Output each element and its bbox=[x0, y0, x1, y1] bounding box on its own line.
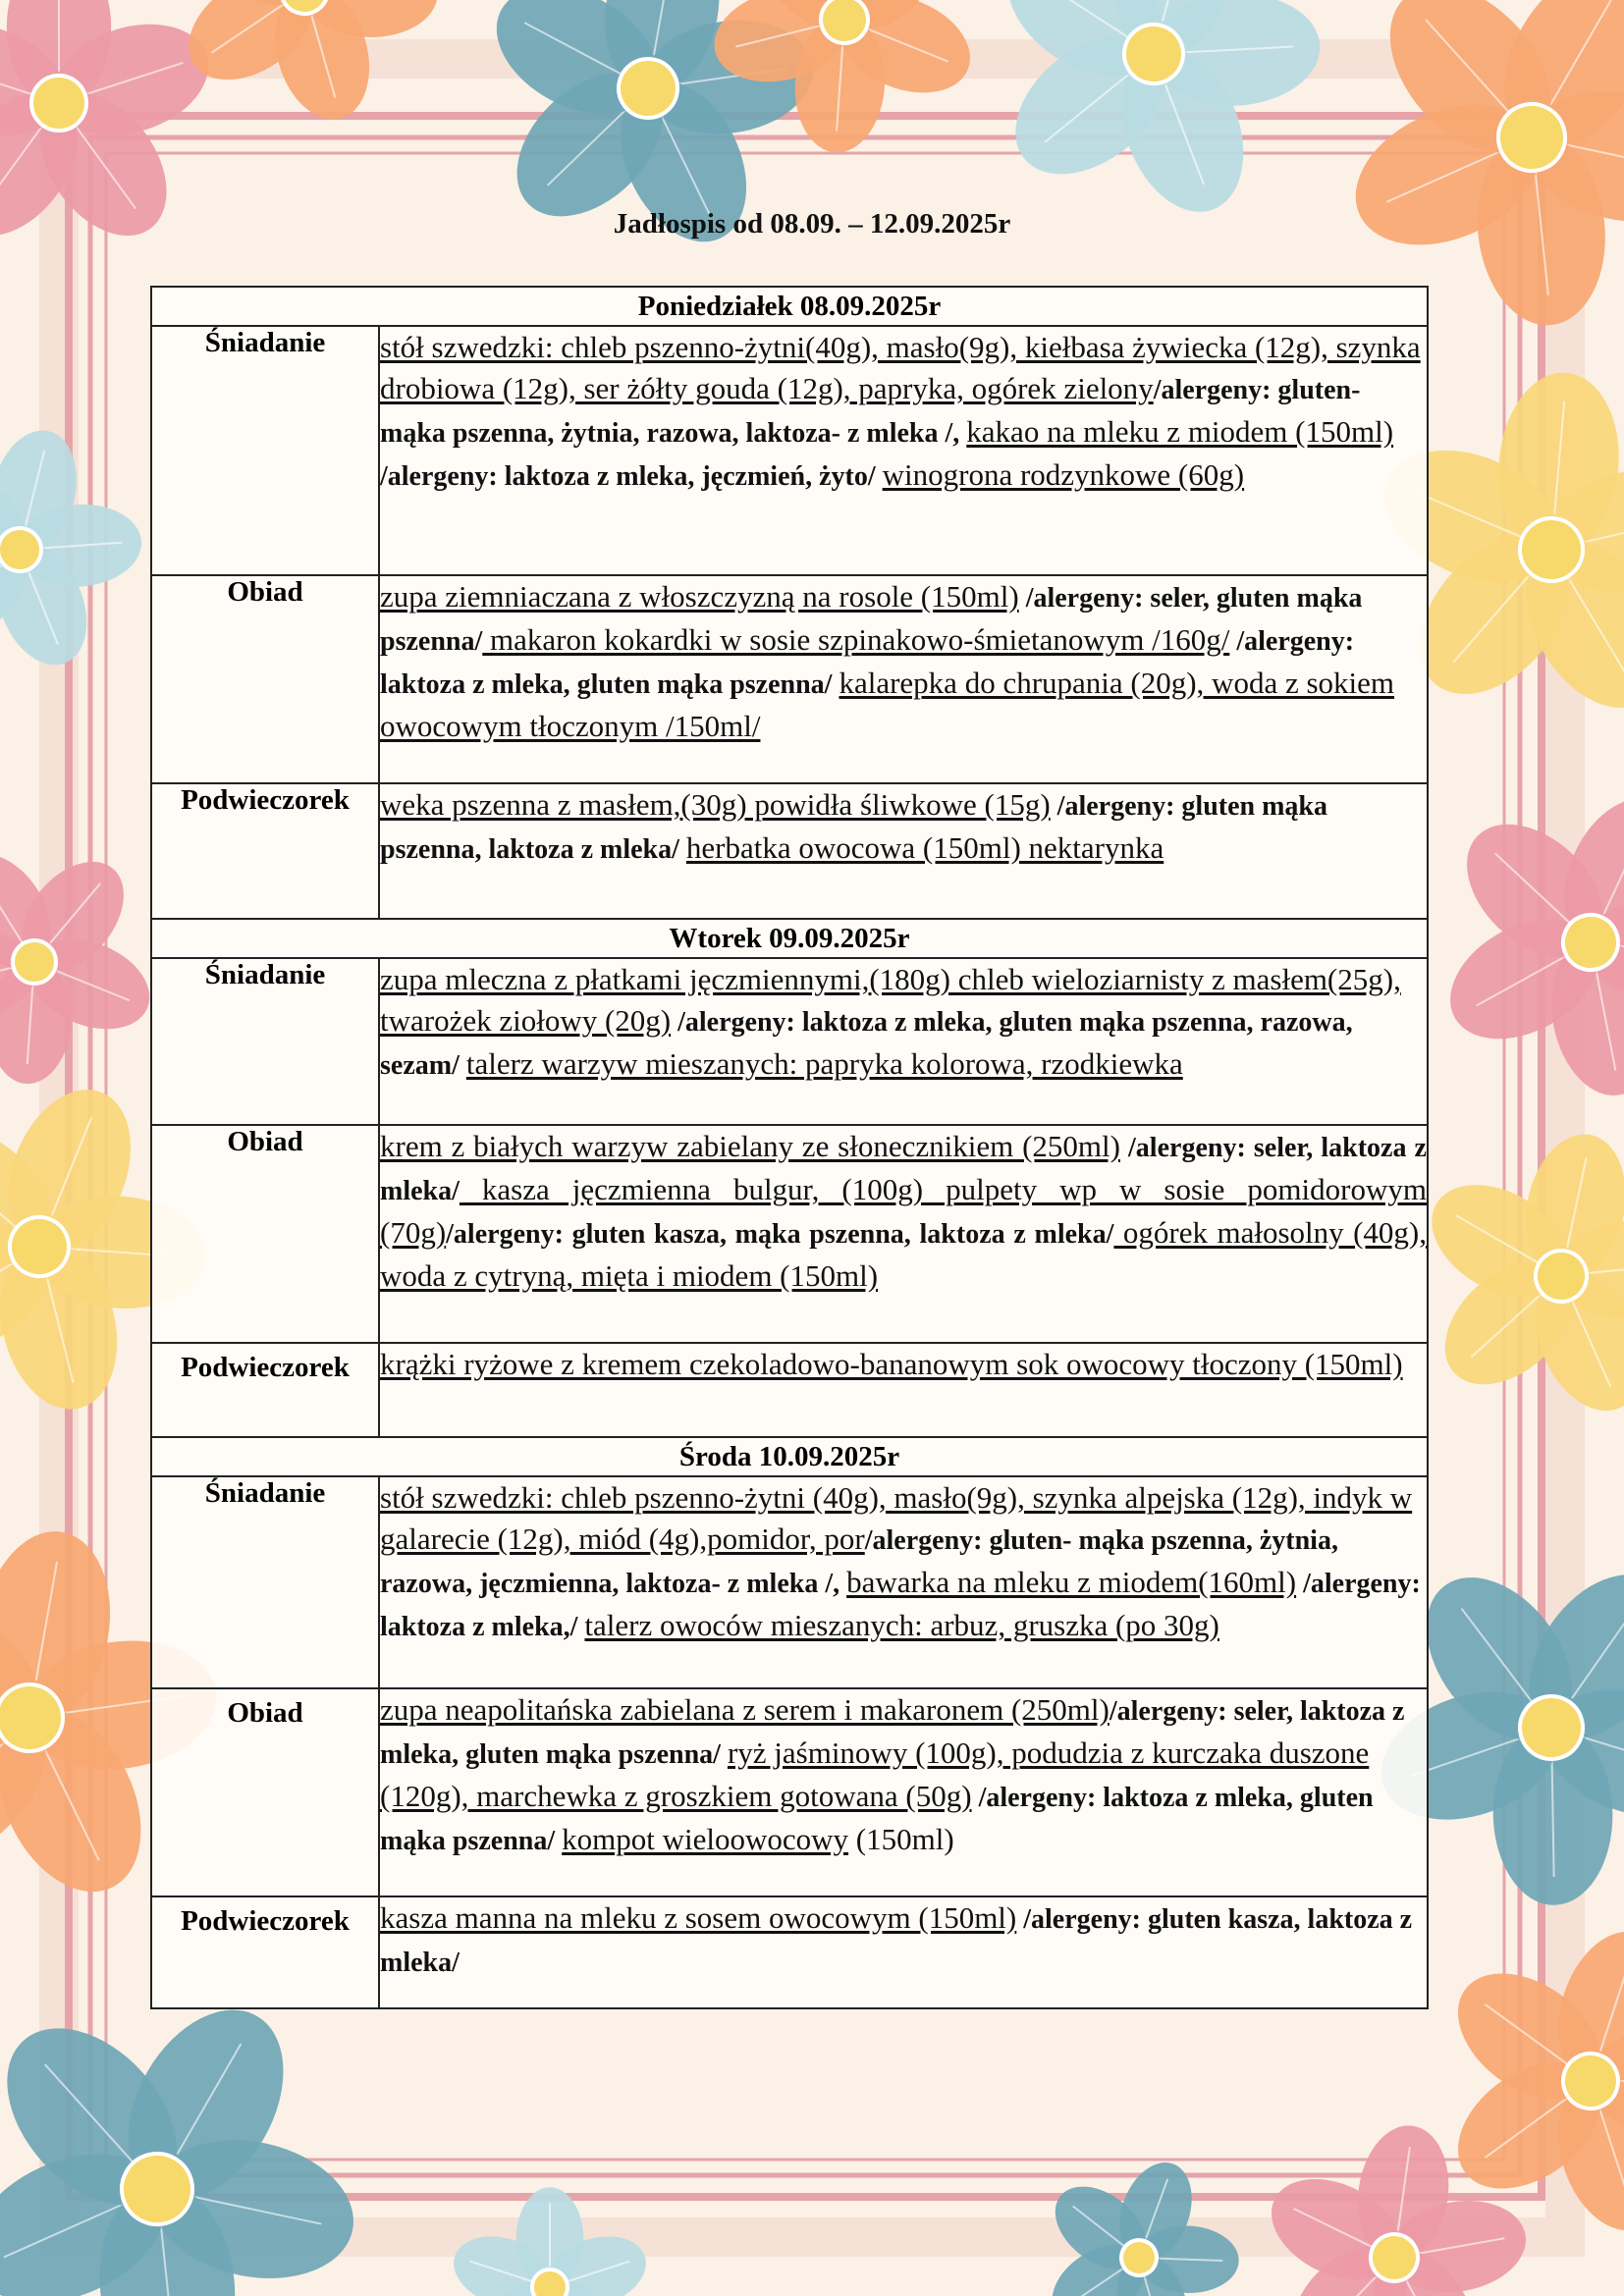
meal-label: Śniadanie bbox=[151, 326, 379, 575]
dish-text: (150ml) bbox=[848, 1822, 954, 1856]
day-header-row bbox=[151, 287, 1428, 326]
dish-text: bawarka na mleku z miodem(160ml) bbox=[846, 1565, 1297, 1599]
meal-description bbox=[379, 326, 1428, 575]
dish-text: winogrona rodzynkowe (60g) bbox=[882, 457, 1245, 492]
allergen-note: /alergeny: laktoza z mleka, gluten mąka pszenna, razowa, sezam/ bbox=[380, 1007, 1353, 1081]
allergen-note: /alergeny: laktoza z mleka, jęczmień, żyto/ bbox=[380, 461, 883, 492]
meal-description bbox=[379, 1688, 1428, 1896]
meal-description bbox=[379, 783, 1428, 919]
dish-text: weka pszenna z masłem,(30g) powidła śliwkowe (15g) bbox=[380, 787, 1051, 822]
meal-label: Obiad bbox=[151, 575, 379, 783]
dish-text: krem z białych warzyw zabielany ze słonecznikiem (250ml) bbox=[380, 1129, 1120, 1163]
dish-text: kasza manna na mleku z sosem owocowym (150ml) bbox=[380, 1900, 1017, 1935]
meal-description bbox=[379, 958, 1428, 1125]
dish-text: stół szwedzki: chleb pszenno-żytni(40g), masło(9g), kiełbasa żywiecka (12g), szynka drobiowa (12g), ser żółty gouda (12g), papryka, ogórek zielony bbox=[380, 330, 1421, 405]
allergen-note: /alergeny: gluten mąka pszenna, laktoza z mleka/ bbox=[380, 791, 1327, 865]
allergen-note: /alergeny: gluten kasza, laktoza z mleka/ bbox=[380, 1904, 1413, 1978]
meal-description bbox=[379, 575, 1428, 783]
dish-text: kakao na mleku z miodem (150ml) bbox=[966, 414, 1394, 449]
meal-row bbox=[151, 326, 1428, 575]
meal-row bbox=[151, 1896, 1428, 2008]
meal-label: Obiad bbox=[151, 1688, 379, 1896]
dish-text: stół szwedzki: chleb pszenno-żytni (40g), masło(9g), szynka alpejska (12g), indyk w galarecie (12g), miód (4g),pomidor, por bbox=[380, 1480, 1413, 1556]
meal-label: Śniadanie bbox=[151, 958, 379, 1125]
meal-row bbox=[151, 1343, 1428, 1437]
allergen-note: /alergeny: laktoza z mleka, gluten mąka pszenna/ bbox=[380, 626, 1355, 700]
day-header-row bbox=[151, 919, 1428, 958]
dish-text: makaron kokardki w sosie szpinakowo-śmietanowym /160g/ bbox=[482, 622, 1230, 657]
dish-text: herbatka owocowa (150ml) nektarynka bbox=[685, 830, 1164, 865]
allergen-note: /alergeny: seler, laktoza z mleka/ bbox=[380, 1133, 1427, 1206]
dish-text: zupa mleczna z płatkami jęczmiennymi,(180g) chleb wieloziarnisty z masłem(25g), twarożek ziołowy (20g) bbox=[380, 962, 1401, 1038]
dish-text: kasza jęczmienna bulgur, (100g) pulpety wp w sosie pomidorowym (70g) bbox=[380, 1172, 1427, 1250]
meal-row bbox=[151, 575, 1428, 783]
dish-text: kalarepka do chrupania (20g), woda z sokiem owocowym tłoczonym /150ml/ bbox=[380, 666, 1395, 743]
meal-label: Obiad bbox=[151, 1125, 379, 1343]
page-title: Jadłospis od 08.09. – 12.09.2025r bbox=[613, 208, 1011, 240]
dish-text: talerz warzyw mieszanych: papryka kolorowa, rzodkiewka bbox=[465, 1046, 1183, 1081]
meal-description bbox=[379, 1476, 1428, 1688]
meal-label: Podwieczorek bbox=[151, 1343, 379, 1437]
meal-description bbox=[379, 1125, 1428, 1343]
menu-table bbox=[150, 286, 1429, 2009]
allergen-note: /alergeny: gluten- mąka pszenna, żytnia, razowa, jęczmienna, laktoza- z mleka /, bbox=[380, 1525, 1338, 1599]
meal-row bbox=[151, 1688, 1428, 1896]
meal-description bbox=[379, 1343, 1428, 1437]
meal-row bbox=[151, 1476, 1428, 1688]
meal-description bbox=[379, 1896, 1428, 2008]
meal-row bbox=[151, 783, 1428, 919]
day-header: Wtorek 09.09.2025r bbox=[151, 919, 1428, 958]
allergen-note: /alergeny: laktoza z mleka, gluten mąka pszenna/ bbox=[380, 1783, 1374, 1856]
dish-text: krążki ryżowe z kremem czekoladowo-bananowym sok owocowy tłoczony (150ml) bbox=[380, 1347, 1403, 1381]
meal-label: Śniadanie bbox=[151, 1476, 379, 1688]
day-header: Poniedziałek 08.09.2025r bbox=[151, 287, 1428, 326]
allergen-note: /alergeny: seler, laktoza z mleka, gluten mąka pszenna/ bbox=[380, 1696, 1405, 1770]
day-header-row bbox=[151, 1437, 1428, 1476]
dish-text: ryż jaśminowy (100g), podudzia z kurczaka duszone (120g), marchewka z groszkiem gotowana (50g) bbox=[380, 1735, 1370, 1813]
allergen-note: /alergeny: laktoza z mleka,/ bbox=[380, 1569, 1421, 1642]
meal-label: Podwieczorek bbox=[151, 783, 379, 919]
meal-row bbox=[151, 1125, 1428, 1343]
dish-text: kompot wieloowocowy bbox=[562, 1822, 849, 1856]
allergen-note: /alergeny: gluten kasza, mąka pszenna, laktoza z mleka/ bbox=[446, 1219, 1114, 1250]
allergen-note: /alergeny: seler, gluten mąka pszenna/ bbox=[380, 583, 1363, 657]
meal-row bbox=[151, 958, 1428, 1125]
dish-text: zupa ziemniaczana z włoszczyzną na rosole (150ml) bbox=[380, 579, 1019, 614]
dish-text: talerz owoców mieszanych: arbuz, gruszka (po 30g) bbox=[584, 1608, 1219, 1642]
dish-text: ogórek małosolny (40g), woda z cytryną, mięta i miodem (150ml) bbox=[380, 1215, 1428, 1293]
day-header: Środa 10.09.2025r bbox=[151, 1437, 1428, 1476]
allergen-note: /alergeny: gluten- mąka pszenna, żytnia, razowa, laktoza- z mleka /, bbox=[380, 375, 1361, 449]
meal-label: Podwieczorek bbox=[151, 1896, 379, 2008]
dish-text: zupa neapolitańska zabielana z serem i makaronem (250ml) bbox=[380, 1692, 1110, 1727]
